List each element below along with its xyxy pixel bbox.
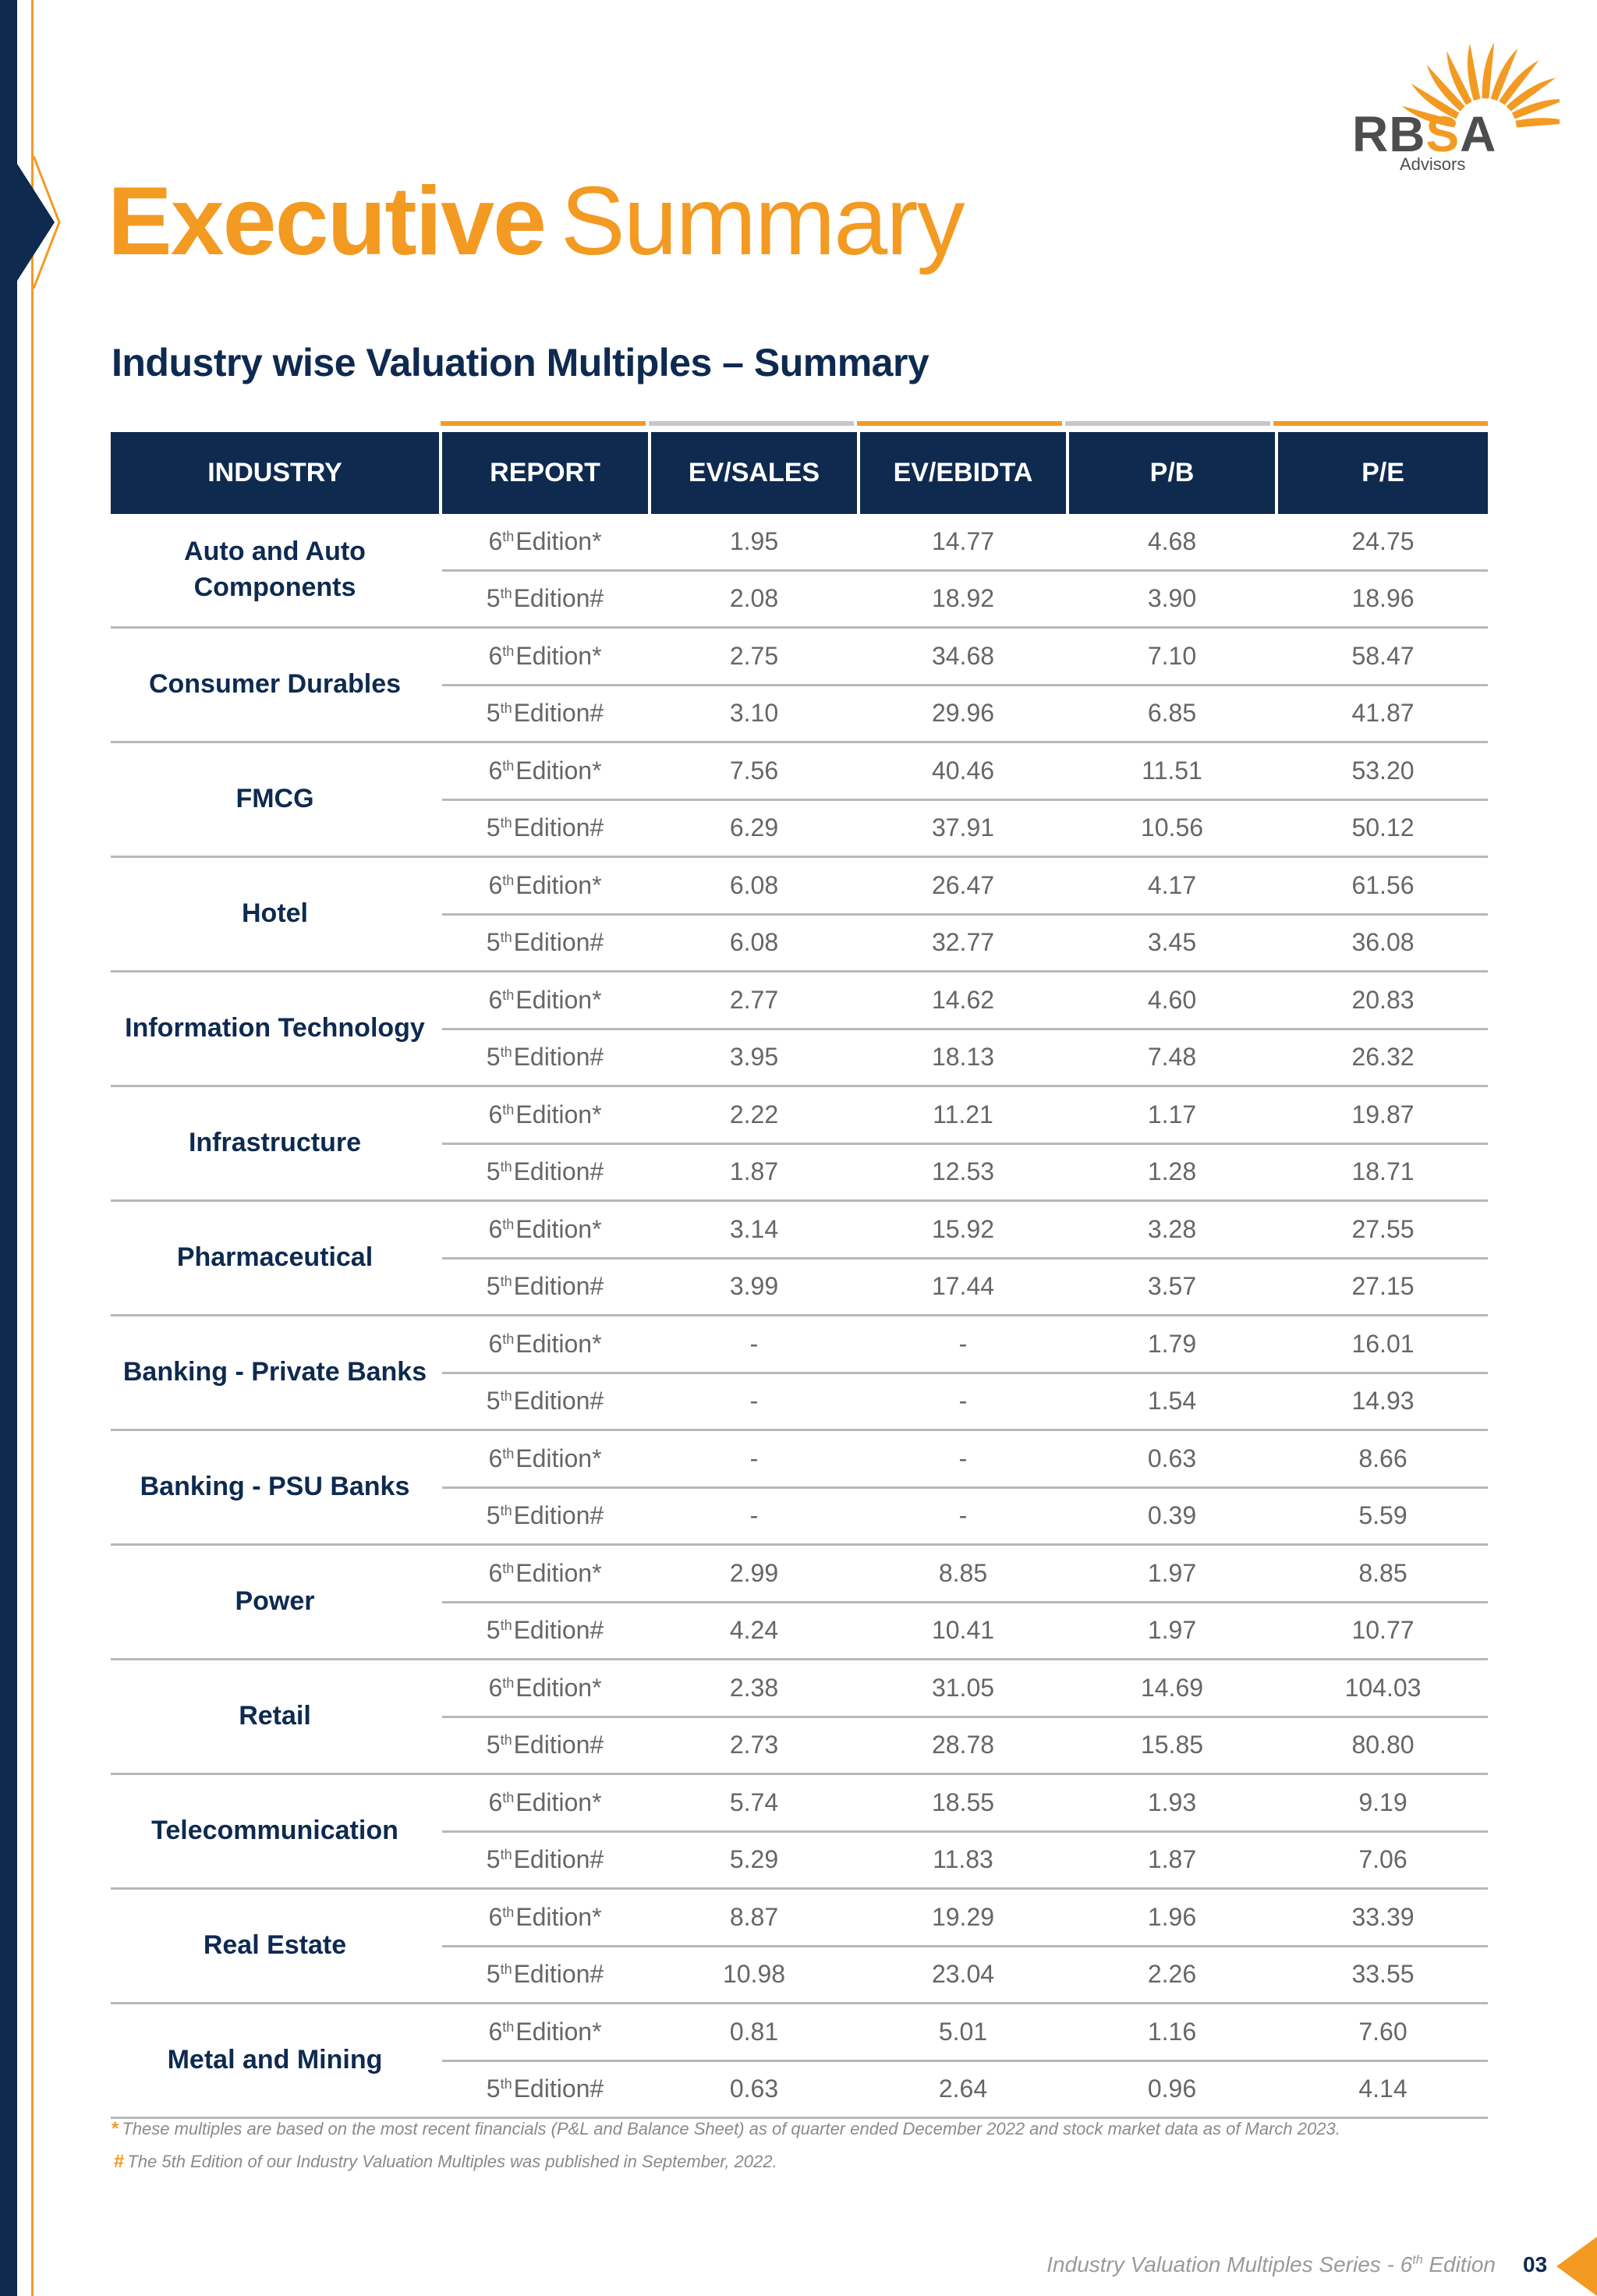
ev-sales-cell: 6.08	[651, 916, 860, 971]
table-row	[442, 629, 1488, 686]
industry-group	[111, 858, 1488, 973]
industry-name: Auto and Auto Components	[111, 514, 442, 626]
report-edition-cell: 6 $^{th}$ Edition *	[442, 1202, 651, 1257]
report-edition-cell: 6 $^{th}$ Edition *	[442, 1087, 651, 1143]
table-row	[442, 1087, 1488, 1145]
header-pb: P/B	[1069, 432, 1278, 514]
ev-sales-cell: 7.56	[651, 743, 860, 799]
pb-cell: 1.93	[1069, 1775, 1278, 1830]
ev-ebidta-cell: -	[860, 1431, 1069, 1486]
ev-sales-cell: 2.99	[651, 1546, 860, 1601]
pb-cell: 1.28	[1069, 1145, 1278, 1200]
report-edition-cell: 6 $^{th}$ Edition *	[442, 1775, 651, 1830]
table-row	[442, 1431, 1488, 1489]
industry-name: Infrastructure	[111, 1087, 442, 1199]
side-chevron-icon	[0, 156, 62, 289]
pb-cell: 1.54	[1069, 1374, 1278, 1430]
report-edition-cell: 6 $^{th}$ Edition *	[442, 1431, 651, 1486]
corner-triangle-icon	[1556, 2237, 1597, 2296]
table-body	[111, 514, 1488, 2119]
ev-ebidta-cell: 37.91	[860, 801, 1069, 856]
ev-sales-cell: 2.08	[651, 572, 860, 627]
ev-ebidta-cell: -	[860, 1489, 1069, 1544]
ev-ebidta-cell: 40.46	[860, 743, 1069, 799]
ev-ebidta-cell: 28.78	[860, 1718, 1069, 1773]
table-row	[442, 1260, 1488, 1315]
header-ev-sales: EV/SALES	[651, 432, 860, 514]
report-edition-cell: 6 $^{th}$ Edition *	[442, 629, 651, 684]
ev-sales-cell: 5.74	[651, 1775, 860, 1830]
report-edition-cell: 5 $^{th}$ Edition #	[442, 1260, 651, 1315]
pe-cell: 20.83	[1351, 985, 1415, 1014]
report-edition-cell: 6 $^{th}$ Edition *	[442, 973, 651, 1028]
ev-sales-cell: -	[651, 1316, 860, 1372]
ev-sales-cell: 0.81	[651, 2004, 860, 2060]
ev-ebidta-cell: 26.47	[860, 858, 1069, 913]
pb-cell: 14.69	[1069, 1660, 1278, 1716]
ev-ebidta-cell: 10.41	[860, 1603, 1069, 1659]
ev-sales-cell: 3.99	[651, 1260, 860, 1315]
pe-cell: 18.71	[1351, 1157, 1415, 1186]
ev-sales-cell: 5.29	[651, 1833, 860, 1888]
pe-cell: 58.47	[1351, 641, 1415, 670]
pe-cell: 104.03	[1344, 1673, 1422, 1702]
industry-group	[111, 2004, 1488, 2119]
report-edition-cell: 5 $^{th}$ Edition #	[442, 1374, 651, 1430]
ev-ebidta-cell: 17.44	[860, 1260, 1069, 1315]
industry-name: Consumer Durables	[111, 629, 442, 741]
industry-name: Banking - Private Banks	[111, 1316, 442, 1429]
table-row	[442, 743, 1488, 801]
pe-cell: 61.56	[1351, 870, 1415, 899]
industry-group	[111, 973, 1488, 1087]
report-edition-cell: 6 $^{th}$ Edition *	[442, 1890, 651, 1945]
industry-group	[111, 1316, 1488, 1431]
industry-group	[111, 629, 1488, 743]
pe-cell: 8.66	[1358, 1444, 1408, 1472]
table-row	[442, 572, 1488, 627]
report-edition-cell: 5 $^{th}$ Edition #	[442, 801, 651, 856]
logo-brand: RBSA	[1352, 106, 1497, 162]
report-edition-cell: 6 $^{th}$ Edition *	[442, 1660, 651, 1716]
pb-cell: 3.45	[1069, 916, 1278, 971]
report-edition-cell: 6 $^{th}$ Edition *	[442, 514, 651, 569]
ev-ebidta-cell: 18.13	[860, 1030, 1069, 1086]
table-row	[442, 1660, 1488, 1718]
industry-group	[111, 1775, 1488, 1890]
pb-cell: 0.63	[1069, 1431, 1278, 1486]
pe-cell: 8.85	[1358, 1558, 1408, 1587]
pe-cell: 18.96	[1351, 584, 1415, 613]
ev-sales-cell: 2.77	[651, 973, 860, 1028]
pe-cell: 33.55	[1351, 1960, 1415, 1989]
page-number: 03	[1523, 2252, 1548, 2277]
industry-name: Retail	[111, 1660, 442, 1773]
report-edition-cell: 5 $^{th}$ Edition #	[442, 1145, 651, 1200]
table-row	[442, 1890, 1488, 1947]
ev-ebidta-cell: 14.62	[860, 973, 1069, 1028]
ev-sales-cell: -	[651, 1431, 860, 1486]
ev-ebidta-cell: 15.92	[860, 1202, 1069, 1257]
pe-cell: 36.08	[1351, 928, 1415, 957]
ev-ebidta-cell: 18.92	[860, 572, 1069, 627]
pe-cell: 7.06	[1358, 1845, 1408, 1874]
pe-cell: 24.75	[1351, 526, 1415, 555]
pb-cell: 1.79	[1069, 1316, 1278, 1372]
industry-group	[111, 1660, 1488, 1775]
ev-sales-cell: 6.29	[651, 801, 860, 856]
left-orange-line	[31, 0, 34, 2296]
table-row	[442, 916, 1488, 971]
pb-cell: 0.96	[1069, 2062, 1278, 2117]
pb-cell: 3.57	[1069, 1260, 1278, 1315]
industry-group	[111, 1202, 1488, 1316]
pe-cell: 50.12	[1351, 813, 1415, 842]
pb-cell: 7.10	[1069, 629, 1278, 684]
ev-sales-cell: -	[651, 1374, 860, 1430]
pb-cell: 1.96	[1069, 1890, 1278, 1945]
ev-sales-cell: 10.98	[651, 1947, 860, 2003]
table-row	[442, 973, 1488, 1030]
pb-cell: 7.48	[1069, 1030, 1278, 1086]
pb-cell: 1.87	[1069, 1833, 1278, 1888]
ev-ebidta-cell: 5.01	[860, 2004, 1069, 2060]
pe-cell: 16.01	[1351, 1329, 1415, 1358]
report-edition-cell: 5 $^{th}$ Edition #	[442, 916, 651, 971]
page-title-bold: Executive	[108, 168, 546, 275]
pe-cell: 9.19	[1358, 1788, 1408, 1816]
pb-cell: 6.85	[1069, 686, 1278, 742]
report-edition-cell: 5 $^{th}$ Edition #	[442, 1030, 651, 1086]
header-accent-bar	[111, 421, 1488, 429]
industry-name: Power	[111, 1546, 442, 1658]
table-row	[442, 1145, 1488, 1200]
table-row	[442, 1546, 1488, 1603]
ev-ebidta-cell: 29.96	[860, 686, 1069, 742]
pb-cell: 11.51	[1069, 743, 1278, 799]
industry-name: Telecommunication	[111, 1775, 442, 1887]
industry-name: FMCG	[111, 743, 442, 856]
section-title: Industry wise Valuation Multiples – Summary	[112, 341, 930, 384]
table-row	[442, 1202, 1488, 1260]
industry-group	[111, 1890, 1488, 2004]
report-edition-cell: 5 $^{th}$ Edition #	[442, 1718, 651, 1773]
table-row	[442, 1775, 1488, 1833]
left-navy-band	[0, 0, 17, 2296]
ev-ebidta-cell: 11.83	[860, 1833, 1069, 1888]
ev-ebidta-cell: 11.21	[860, 1087, 1069, 1143]
report-edition-cell: 6 $^{th}$ Edition *	[442, 743, 651, 799]
pe-cell: 27.55	[1351, 1214, 1415, 1243]
pe-cell: 10.77	[1351, 1616, 1415, 1645]
ev-sales-cell: -	[651, 1489, 860, 1544]
ev-ebidta-cell: 12.53	[860, 1145, 1069, 1200]
logo-tagline: Advisors	[1400, 154, 1466, 174]
report-edition-cell: 6 $^{th}$ Edition *	[442, 2004, 651, 2060]
ev-sales-cell: 2.38	[651, 1660, 860, 1716]
pb-cell: 1.97	[1069, 1603, 1278, 1659]
ev-ebidta-cell: -	[860, 1316, 1069, 1372]
pe-cell: 4.14	[1358, 2075, 1408, 2103]
page-title-light: Summary	[561, 168, 964, 275]
ev-sales-cell: 3.10	[651, 686, 860, 742]
valuation-table	[111, 421, 1488, 2119]
ev-sales-cell: 8.87	[651, 1890, 860, 1945]
header-industry: INDUSTRY	[111, 432, 442, 514]
page-title	[108, 168, 964, 275]
footnote-hash: # The 5th Edition of our Industry Valuation Multiples was published in September, 2022.	[114, 2151, 777, 2172]
pb-cell: 1.16	[1069, 2004, 1278, 2060]
ev-ebidta-cell: 34.68	[860, 629, 1069, 684]
ev-sales-cell: 3.14	[651, 1202, 860, 1257]
ev-sales-cell: 1.95	[651, 514, 860, 569]
ev-sales-cell: 4.24	[651, 1603, 860, 1659]
pe-cell: 5.59	[1358, 1501, 1408, 1530]
pb-cell: 4.60	[1069, 973, 1278, 1028]
industry-name: Information Technology	[111, 973, 442, 1085]
pe-cell: 80.80	[1351, 1731, 1415, 1759]
ev-ebidta-cell: 23.04	[860, 1947, 1069, 2003]
report-edition-cell: 5 $^{th}$ Edition #	[442, 1833, 651, 1888]
table-header	[111, 432, 1488, 514]
report-edition-cell: 5 $^{th}$ Edition #	[442, 1947, 651, 2003]
table-row	[442, 1833, 1488, 1888]
pb-cell: 1.97	[1069, 1546, 1278, 1601]
ev-ebidta-cell: -	[860, 1374, 1069, 1430]
pe-cell: 33.39	[1351, 1902, 1415, 1931]
pe-cell: 26.32	[1351, 1043, 1415, 1072]
pb-cell: 1.17	[1069, 1087, 1278, 1143]
footer-series-label: Industry Valuation Multiples Series - 6th Edition	[1046, 2252, 1496, 2277]
report-edition-cell: 5 $^{th}$ Edition #	[442, 1489, 651, 1544]
pe-cell: 53.20	[1351, 756, 1415, 785]
pe-cell: 27.15	[1351, 1272, 1415, 1301]
industry-group	[111, 514, 1488, 629]
report-edition-cell: 5 $^{th}$ Edition #	[442, 572, 651, 627]
report-edition-cell: 6 $^{th}$ Edition *	[442, 1546, 651, 1601]
pb-cell: 4.68	[1069, 514, 1278, 569]
footnote-star: * These multiples are based on the most recent financials (P&L and Balance Sheet) as of quarter ended December 2022 and stock market data as of March 2023.	[112, 2118, 1340, 2139]
ev-sales-cell: 6.08	[651, 858, 860, 913]
table-row	[442, 1603, 1488, 1659]
ev-ebidta-cell: 2.64	[860, 2062, 1069, 2117]
report-edition-cell: 6 $^{th}$ Edition *	[442, 858, 651, 913]
report-edition-cell: 5 $^{th}$ Edition #	[442, 2062, 651, 2117]
pb-cell: 3.90	[1069, 572, 1278, 627]
pb-cell: 15.85	[1069, 1718, 1278, 1773]
table-row	[442, 1316, 1488, 1374]
table-row	[442, 2062, 1488, 2117]
industry-group	[111, 1431, 1488, 1546]
table-row	[442, 686, 1488, 742]
industry-name: Banking - PSU Banks	[111, 1431, 442, 1543]
table-row	[442, 1489, 1488, 1544]
logo-ray	[1468, 44, 1480, 101]
industry-group	[111, 1546, 1488, 1660]
ev-sales-cell: 2.73	[651, 1718, 860, 1773]
table-row	[442, 801, 1488, 856]
pb-cell: 3.28	[1069, 1202, 1278, 1257]
table-row	[442, 514, 1488, 572]
ev-ebidta-cell: 19.29	[860, 1890, 1069, 1945]
report-edition-cell: 5 $^{th}$ Edition #	[442, 1603, 651, 1659]
header-report: REPORT	[442, 432, 651, 514]
industry-name: Metal and Mining	[111, 2004, 442, 2117]
header-pe: P/E	[1362, 458, 1404, 487]
ev-sales-cell: 2.75	[651, 629, 860, 684]
industry-name: Real Estate	[111, 1890, 442, 2002]
pb-cell: 2.26	[1069, 1947, 1278, 2003]
table-row	[442, 2004, 1488, 2062]
pe-cell: 7.60	[1358, 2017, 1408, 2046]
ev-ebidta-cell: 32.77	[860, 916, 1069, 971]
pe-cell: 19.87	[1351, 1100, 1415, 1129]
ev-ebidta-cell: 14.77	[860, 514, 1069, 569]
industry-group	[111, 1087, 1488, 1202]
industry-name: Hotel	[111, 858, 442, 970]
pe-cell: 41.87	[1351, 699, 1415, 728]
logo-ray	[1515, 118, 1560, 127]
report-edition-cell: 6 $^{th}$ Edition *	[442, 1316, 651, 1372]
pe-cell: 14.93	[1351, 1387, 1415, 1416]
report-edition-cell: 5 $^{th}$ Edition #	[442, 686, 651, 742]
pb-cell: 0.39	[1069, 1489, 1278, 1544]
ev-sales-cell: 3.95	[651, 1030, 860, 1086]
table-row	[442, 1374, 1488, 1430]
industry-group	[111, 743, 1488, 858]
ev-sales-cell: 0.63	[651, 2062, 860, 2117]
ev-sales-cell: 1.87	[651, 1145, 860, 1200]
table-row	[442, 858, 1488, 916]
ev-ebidta-cell: 31.05	[860, 1660, 1069, 1716]
header-ev-ebidta: EV/EBIDTA	[860, 432, 1069, 514]
pb-cell: 10.56	[1069, 801, 1278, 856]
table-row	[442, 1718, 1488, 1773]
ev-ebidta-cell: 8.85	[860, 1546, 1069, 1601]
industry-name: Pharmaceutical	[111, 1202, 442, 1314]
table-row	[442, 1030, 1488, 1086]
ev-sales-cell: 2.22	[651, 1087, 860, 1143]
pb-cell: 4.17	[1069, 858, 1278, 913]
table-row	[442, 1947, 1488, 2003]
logo-ray	[1482, 43, 1495, 99]
ev-ebidta-cell: 18.55	[860, 1775, 1069, 1830]
